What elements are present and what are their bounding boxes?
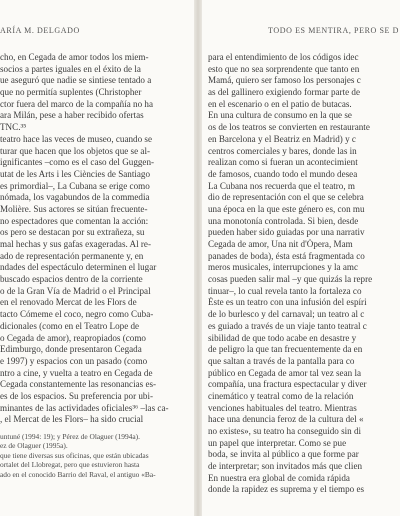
text-line: ado de representación permanente y, en <box>0 250 144 261</box>
right-running-header: TODO ES MENTIRA, PERO SE D <box>268 26 400 35</box>
text-line: as del gallinero exigiendo formar parte de <box>208 87 361 98</box>
text-line: turar que hacen que los objetos que se al- <box>0 145 150 156</box>
text-line: cho, en Cegada de amor todos los miem- <box>0 52 149 62</box>
text-line: La Cubana nos recuerda que el teatro, m <box>208 180 355 191</box>
footnote-line: ado en el conocido Barrio del Raval, el antiguo «Ba- <box>0 469 156 479</box>
text-line: no existes», su teatro ha conseguido sin di <box>208 426 362 436</box>
text-line: ara Milán, pese a haber recibido ofertas <box>0 110 144 121</box>
text-line: pueden haber sido guiadas por una narrativ <box>208 227 365 238</box>
right-page <box>202 0 400 516</box>
text-line: un papel que interpretar. Como se pue <box>208 437 347 448</box>
text-line: es guiado a través de un viaje tanto teatral c <box>208 320 367 331</box>
text-line: sibilidad de que todo acabe en desastre y <box>208 332 357 343</box>
left-page <box>0 0 194 516</box>
text-line: en Barcelona y el Beatriz en Madrid) y c <box>208 133 356 144</box>
text-line: cinemático y teatral como de la relación <box>208 390 354 401</box>
text-line: público en Cegada de amor tal vez sean la <box>208 367 362 378</box>
text-line: compañía, una fractura espectacular y diver <box>208 379 367 390</box>
footnotes <box>0 432 188 479</box>
text-line: Cegada de amor, Una nit d'Òpera, Mam <box>208 239 353 249</box>
text-line: de interpretar; son invitados más que clien <box>208 461 363 472</box>
text-line: En una cultura de consumo en la que se <box>208 110 352 121</box>
footnote-line: que tiene diversas sus oficinas, que están ubicadas <box>0 450 149 460</box>
text-line: esto que no sea sorprendente que tanto en <box>208 63 360 74</box>
text-line: realizan como si fueran un acontecimient <box>208 157 358 168</box>
text-line: es primordial–, La Cubana se erige como <box>0 180 150 191</box>
text-line: hace una denuncia feroz de la cultura del « <box>208 414 364 425</box>
text-line: minantes de las actividades oficiales³⁶ –las ca- <box>0 402 169 413</box>
text-line: En nuestra era global de comida rápida <box>208 472 350 483</box>
text-line: Éste es un teatro con una infusión del espíri <box>208 297 367 308</box>
footnote-line: ortalet del Llobregat, pero que estuvieron hasta <box>0 460 140 470</box>
text-line: ndades del espectáculo determinen el lugar <box>0 262 157 273</box>
text-line: de peligro la que tan frecuentemente da en <box>208 344 363 355</box>
text-line: en el renovado Mercat de les Flors de <box>0 297 137 308</box>
text-line: dio de representación con el que se celebra <box>208 192 364 203</box>
text-line: socios a partes iguales en el éxito de la <box>0 63 141 74</box>
text-line: buscado espacios dentro de la corriente <box>0 274 143 285</box>
text-line: dicionales (como en el Teatro Lope de <box>0 320 140 331</box>
text-line: Molière. Sus actores se sitúan frecuente- <box>0 203 148 214</box>
text-line: nómada, los vagabundos de la commedia <box>0 192 150 203</box>
text-line: Cegada constantemente las resonancias es- <box>0 379 157 390</box>
text-line: boda, se invita al público a que forme par <box>208 449 359 460</box>
text-line: os pero se destacan por su extrañeza, su <box>0 227 145 238</box>
text-line: o Cegada de amor), reapropiados (como <box>0 332 146 343</box>
text-line: ue aseguró que nadie se sintiese tentado a <box>0 75 152 86</box>
text-line: teatro hace las veces de museo, cuando se <box>0 133 153 144</box>
text-line: e 1997) y espacios con un pasado (como <box>0 355 148 366</box>
text-line: de famosos, cuando todo el mundo desea <box>208 168 358 179</box>
text-line: cosas pueden salir mal –y que quizás la repre <box>208 274 373 285</box>
text-line: de lo burlesco y del carnaval; un teatro al c <box>208 309 365 320</box>
text-line: meros musicales, interrupciones y la amc <box>208 262 358 273</box>
left-body-text <box>0 52 188 479</box>
text-line: donde la rapidez es suprema y el tiempo es <box>208 484 365 495</box>
text-line: es de los espacios. Su preferencia por ubi- <box>0 390 154 401</box>
text-line: ntro a cine, y vuelta a teatro en Cegada de <box>0 367 153 378</box>
book-gutter <box>194 0 202 516</box>
text-line: para el entendimiento de los códigos idec <box>208 52 359 62</box>
left-running-header: ARÍA M. DELGADO <box>0 26 80 35</box>
right-body-text <box>208 52 400 496</box>
text-line: en el escenario o en el patio de butacas. <box>208 98 352 109</box>
text-line: panades de boda), ésta está fragmentada co <box>208 250 365 261</box>
text-line: una monotonía controlada. Si bien, desde <box>208 215 359 226</box>
text-line: Edimburgo, donde presentaron Cegada <box>0 344 142 355</box>
footnote-line: ez de Olaguer (1995a). <box>0 441 68 451</box>
text-line: tacto Cómeme el coco, negro como Cuba- <box>0 309 154 320</box>
footnote-line: untuné (1994: 19); y Pérez de Olaguer (1994a). <box>0 432 140 441</box>
text-line: que saltan a través de la pantalla para co <box>208 355 355 366</box>
text-line: venciones habituales del teatro. Mientras <box>208 402 357 413</box>
text-line: , el Mercat de les Flors– ha sido crucial <box>0 414 144 425</box>
text-line: TNC.³⁵ <box>0 122 27 133</box>
text-line: una época en la que este género es, con mu <box>208 203 365 214</box>
text-line: no espectadores que comentan la acción: <box>0 215 149 226</box>
text-line: ctor fuera del marco de la compañía no ha <box>0 98 154 109</box>
text-line: o de la Gran Vía de Madrid o el Principal <box>0 285 151 296</box>
text-line: centros comerciales y bares, donde las in <box>208 145 357 156</box>
text-line: tinuar–, lo cual revela tanto la fortaleza co <box>208 285 362 296</box>
text-line: utat de les Arts i les Ciències de Santiago <box>0 168 151 179</box>
text-line: mal hechas y sus gafas exageradas. Al re- <box>0 239 151 249</box>
text-line: ignificantes –como es el caso del Guggen- <box>0 157 155 168</box>
text-line: Mamá, quiero ser famoso los personajes c <box>208 75 361 86</box>
text-line: os de los teatros se convierten en restaurante <box>208 122 370 133</box>
text-line: que no permitía suplentes (Christopher <box>0 87 142 98</box>
